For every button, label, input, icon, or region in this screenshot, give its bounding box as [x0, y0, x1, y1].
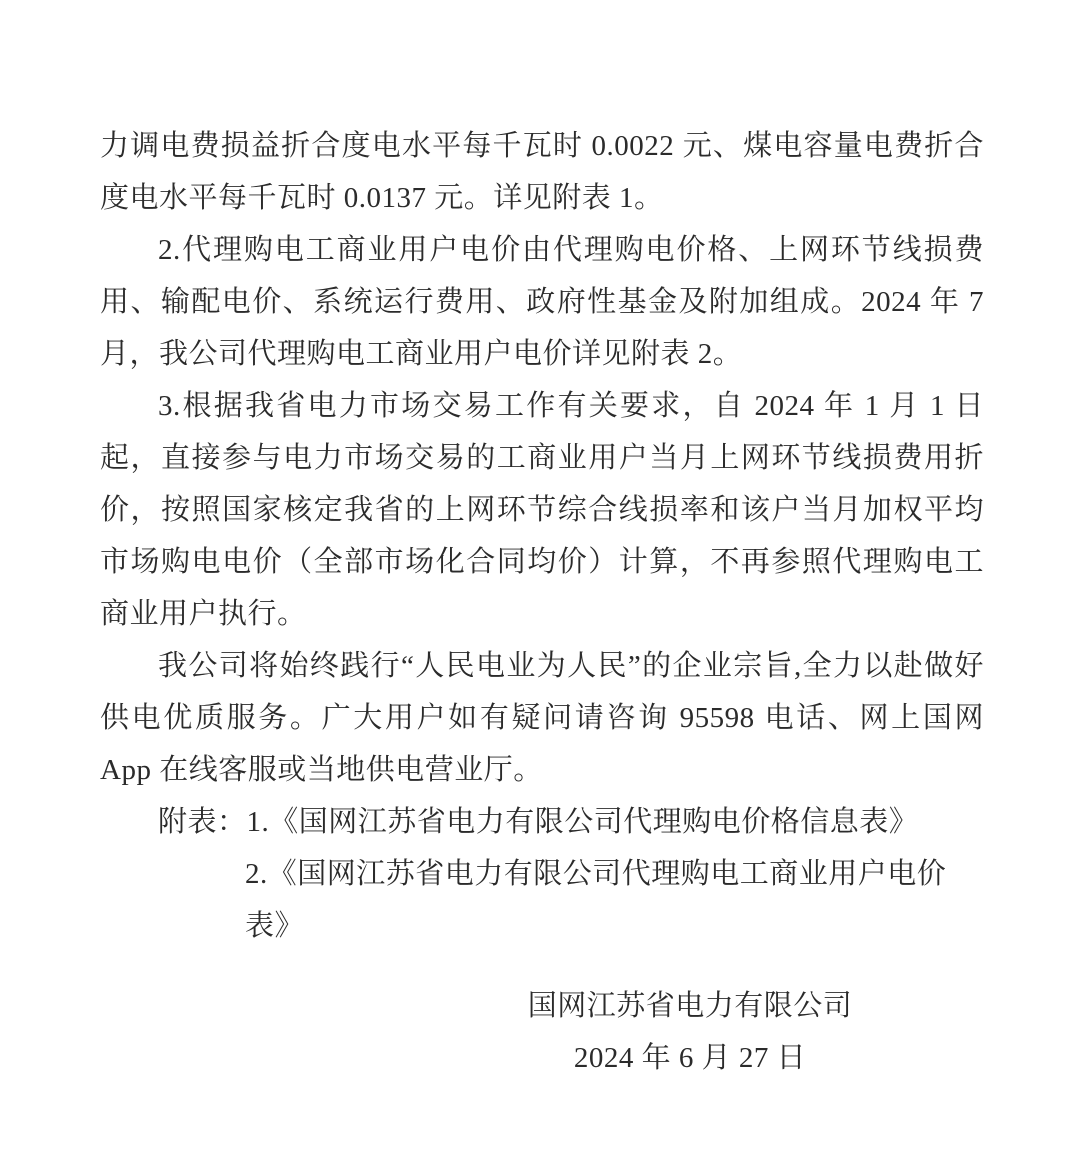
document-body: [100, 120, 984, 1084]
paragraph-service-pledge: 我公司将始终践行“人民电业为人民”的企业宗旨,全力以赴做好供电优质服务。广大用户如有疑问请咨询 95598 电话、网上国网 App 在线客服或当地供电营业厅。: [100, 650, 984, 786]
paragraph-item-3: 3.根据我省电力市场交易工作有关要求，自 2024 年 1 月 1 日起，直接参与电力市场交易的工商业用户当月上网环节线损费用折价，按照国家核定我省的上网环节综合线损率和该户当月加权平均市场购电电价（全部市场化合同均价）计算，不再参照代理购电工商业用户执行。: [100, 390, 984, 630]
paragraph-continuation: 力调电费损益折合度电水平每千瓦时 0.0022 元、煤电容量电费折合度电水平每千瓦时 0.0137 元。详见附表 1。: [100, 130, 984, 214]
attachment-item-1: 1.《国网江苏省电力有限公司代理购电价格信息表》: [246, 806, 919, 838]
signature-company: 国网江苏省电力有限公司: [527, 990, 853, 1022]
attachments-label: 附表：: [158, 806, 247, 838]
signature-date: 2024 年 6 月 27 日: [573, 1042, 807, 1074]
signature-block: [430, 980, 950, 1084]
attachment-item-2: 2.《国网江苏省电力有限公司代理购电工商业用户电价表》: [245, 858, 947, 942]
attachments-list: [100, 796, 984, 952]
paragraph-item-2: 2.代理购电工商业用户电价由代理购电价格、上网环节线损费用、输配电价、系统运行费用、政府性基金及附加组成。2024 年 7 月，我公司代理购电工商业用户电价详见附表 2。: [100, 234, 984, 370]
attachment-line-1: [100, 796, 984, 848]
